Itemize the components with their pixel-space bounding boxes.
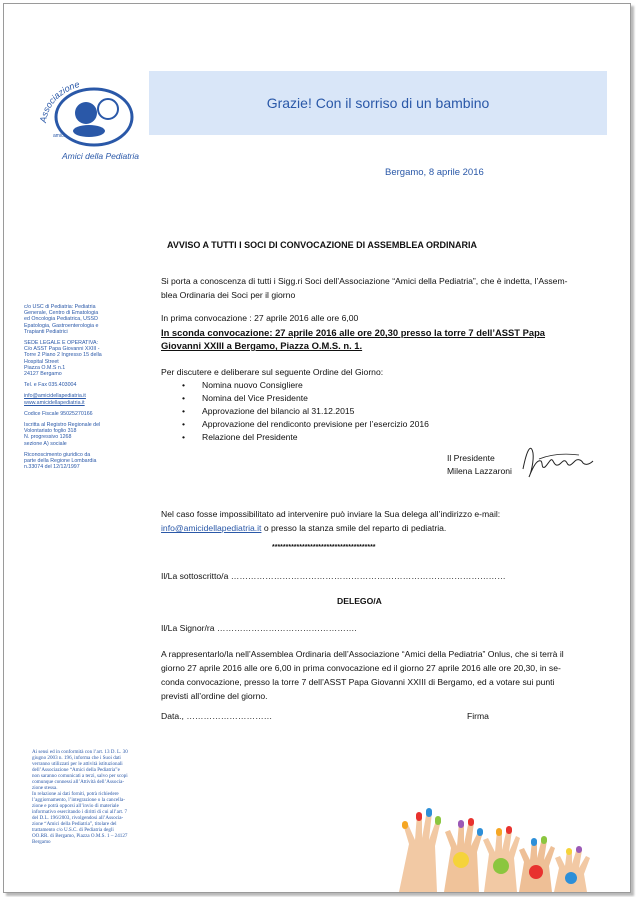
president-role: Il Presidente (447, 453, 495, 463)
agenda-list (182, 379, 429, 444)
represent-paragraph: A rappresentarlo/la nell’Assemblea Ordinaria dell’Associazione “Amici della Pediatria” Onlus, che si terrà il giorno 27 aprile 2016 alle ore 6,00 in prima convocazione ed il giorno 27 aprile 2016 alle ore 20,30, in se- conda convocazione, presso la torre 7 dell’ASST Papa Giovanni XXIII di Bergamo, ed a votare sui punti previsti all’ordine del giorno. (161, 649, 564, 701)
agenda-item: • Approvazione del bilancio al 31.12.2015 (182, 405, 429, 418)
sidebar-block-center: c/o USC di Pediatria: Pediatria Generale, Centro di Ematologia ed Oncologia Pediatrica, USSD Epatologia, Gastroenterologia e Trapianti Pediatrici (24, 304, 99, 335)
handwritten-signature-icon (519, 439, 597, 481)
agenda-item: • Nomina nuovo Consigliere (182, 379, 429, 392)
sidebar-recognition: Riconoscimento giuridico da parte della Regione Lombardia n.33074 del 12/12/1997 (24, 451, 97, 471)
sidebar-block-address: SEDE LEGALE E OPERATIVA: C/o ASST Papa Giovanni XXIII - Torre 2 Piano 2 Ingresso 15 della Hospital Street Piazza O.M.S n.1 24127 Bergamo (24, 340, 102, 378)
president-block (447, 452, 512, 478)
letter-page (3, 3, 631, 893)
document-title: AVVISO A TUTTI I SOCI DI CONVOCAZIONE DI ASSEMBLEA ORDINARIA (166, 240, 477, 250)
sidebar-registry: Iscritta al Registro Regionale del Volontariato foglio 318 N. progressivo 1268 sezione A) sociale (24, 422, 101, 447)
header-banner (149, 71, 607, 135)
second-call-text: In sconda convocazione: 27 aprile 2016 alle ore 20,30 presso la torre 7 dell’ASST Papa Giovanni XXIII a Bergamo, Piazza O.M.S. n. 1. (161, 327, 546, 351)
separator: ************************************** (272, 544, 376, 551)
banner-text: Grazie! Con il sorriso di un bambino (266, 95, 490, 111)
agenda-intro: Per discutere e deliberare sul seguente Ordine del Giorno: (161, 367, 384, 377)
delegation-paragraph: Nel caso fosse impossibilitato ad intervenire può inviare la Sua delega all’indirizzo e-mail: info@amicidellapediatria.it o presso la stanza smile del reparto di pediatria. (161, 509, 501, 533)
signor-field: Il/La Signor/ra …………………………………………. (161, 623, 357, 633)
delegation-email-link[interactable]: info@amicidellapediatria.it (161, 523, 262, 533)
association-logo (34, 79, 154, 164)
logo-bottom-text: Amici della Pediatria (62, 151, 140, 161)
logo-arc-text: Associazione (37, 79, 81, 124)
logo-small-text: amici (53, 133, 65, 139)
painted-hands-icon (389, 774, 604, 893)
sidebar-web-link[interactable]: www.amicidellapediatria.it (24, 399, 85, 406)
letter-date: Bergamo, 8 aprile 2016 (385, 167, 484, 178)
sidebar-email-link[interactable]: info@amicidellapediatria.it (24, 393, 86, 400)
firma-label: Firma (467, 711, 489, 721)
sidebar-tel: Tel. e Fax 035.403004 (24, 382, 77, 389)
sidebar-fiscal-code: Codice Fiscale 95025270166 (24, 410, 93, 417)
privacy-notice: Ai sensi ed in conformità con l’art. 13 D. L. 30 giugno 2003 n. 196, informa che i Suoi dati verranno utilizzati per le attività istituzionali dell’Associazione “Amici della Pediatria”e non saranno comunicati a terzi, salvo per scopi comunque connessi all’Attività dell’Associa- zione stessa. In relazione ai dati forniti, potrà richiedere l’aggiornamento, l’integrazione o la cancella- zione e potrà opporsi all’invio di materiale informativo esercitando i diritti di cui all’art. 7 del D.L. 196/2003, rivolgendosi all’Associa- zione “Amici della Pediatria”, titolare del trattamento c/o U.S.C. di Pediatria degli OO.RR. di Bergamo, Piazza O.M.S. 1 – 24127 Bergamo (32, 749, 128, 845)
svg-text:Associazione (38, 79, 81, 124)
intro-paragraph: Si porta a conoscenza di tutti i Sigg.ri Soci dell’Associazione “Amici della Pediatria”, che è indetta, l’Assem- blea Ordinaria dei Soci per il giorno (161, 276, 568, 300)
president-name: Milena Lazzaroni (447, 466, 512, 476)
agenda-item: • Nomina del Vice Presidente (182, 392, 429, 405)
first-call-text: In prima convocazione : 27 aprile 2016 alle ore 6,00 (161, 313, 359, 323)
agenda-item: • Approvazione del rendiconto previsione per l’esercizio 2016 (182, 418, 429, 431)
date-field: Data., ………………………… (161, 711, 273, 721)
delego-heading: DELEGO/A (337, 596, 382, 606)
sidebar-info (24, 304, 144, 475)
undersigned-field: Il/La sottoscritto/a …………………………………………………………………………………… (161, 571, 506, 581)
agenda-item: • Relazione del Presidente (182, 431, 429, 444)
